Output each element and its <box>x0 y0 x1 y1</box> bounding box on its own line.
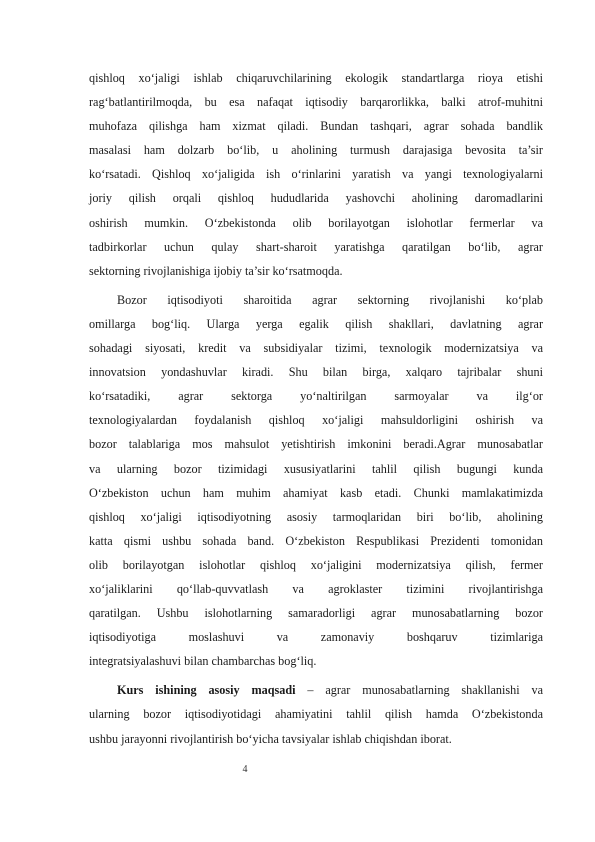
text-line: qishloq xo‘jaligi ishlab chiqaruvchilarining ekologik standartlarga rioya etishi <box>89 71 543 85</box>
text-line: va ularning bozor tizimidagi xususiyatlarini tahlil qilish bugungi kunda <box>89 461 543 476</box>
text-line: joriy qilish orqali qishloq hududlarida yashovchi aholining daromadlarini <box>89 191 543 206</box>
text-line: Bozor iqtisodiyoti sharoitida agrar sektorning rivojlanishi ko‘plab <box>117 292 543 307</box>
goal-text: – agrar munosabatlarning shakllanishi va <box>295 683 543 698</box>
text-line: rag‘batlantirilmoqda, bu esa nafaqat iqtisodiy barqarorlikka, balki atrof-muhitni <box>89 95 543 110</box>
text-line: ko‘rsatadi. Qishloq xo‘jaligida ish o‘rinlarini yaratish va yangi texnologiyalarni <box>89 167 543 182</box>
text-line: masalasi ham dolzarb bo‘lib, u aholining turmush darajasiga bevosita ta’sir <box>89 143 543 158</box>
text-line: qishloq xo‘jaligi iqtisodiyotning asosiy tarmoqlaridan biri bo‘lib, aholining <box>89 509 543 524</box>
text-line: tadbirkorlar uchun qulay shart-sharoit yaratishga qaratilgan bo‘lib, agrar <box>89 239 543 254</box>
text-line: iqtisodiyotiga moslashuvi va zamonaviy boshqaruv tizimlariga <box>89 630 543 645</box>
goal-heading: Kurs ishining asosiy maqsadi <box>117 683 296 698</box>
text-line: texnologiyalardan foydalanish qishloq xo‘jaligi mahsuldorligini oshirish va <box>89 413 543 428</box>
text-line: oshirish mumkin. O‘zbekistonda olib borilayotgan islohotlar fermerlar va <box>89 215 543 230</box>
paragraph-3 <box>89 678 543 750</box>
text-line: muhofaza qilishga ham xizmat qiladi. Bundan tashqari, agrar sohada bandlik <box>89 119 543 134</box>
text-line: ko‘rsatadiki, agrar sektorga yo‘naltirilgan sarmoyalar va ilg‘or <box>89 389 543 404</box>
text-line: olib borilayotgan islohotlar qishloq xo‘jaligini modernizatsiya qilish, fermer <box>89 557 543 572</box>
text-line: integratsiyalashuvi bilan chambarchas bog‘liq. <box>89 654 317 669</box>
document-body <box>89 66 543 751</box>
text-line: innovatsion yondashuvlar kiradi. Shu bilan birga, xalqaro tajribalar shuni <box>89 365 543 380</box>
text-line: sektorning rivojlanishiga ijobiy ta’sir ko‘rsatmoqda. <box>89 263 343 278</box>
text-line: omillarga bog‘liq. Ularga yerga egalik qilish shakllari, davlatning agrar <box>89 316 543 331</box>
text-line: katta qismi ushbu sohada band. O‘zbekiston Respublikasi Prezidenti tomonidan <box>89 533 543 548</box>
paragraph-1 <box>89 66 543 283</box>
text-line: sohadagi siyosati, kredit va subsidiyalar tizimi, texnologik modernizatsiya va <box>89 341 543 356</box>
text-line: ularning bozor iqtisodiyotidagi ahamiyatini tahlil qilish hamda O‘zbekistonda <box>89 707 543 722</box>
text-line: O‘zbekiston uchun ham muhim ahamiyat kasb etadi. Chunki mamlakatimizda <box>89 485 543 500</box>
paragraph-2 <box>89 288 543 674</box>
text-line: xo‘jaliklarini qo‘llab-quvvatlash va agroklaster tizimini rivojlantirishga <box>89 581 543 596</box>
text-line: bozor talablariga mos mahsulot yetishtirish imkonini beradi.Agrar munosabatlar <box>89 437 543 452</box>
text-line: qaratilgan. Ushbu islohotlarning samaradorligi agrar munosabatlarning bozor <box>89 606 543 621</box>
text-line <box>89 678 543 702</box>
text-line: ushbu jarayonni rivojlantirish bo‘yicha tavsiyalar ishlab chiqishdan iborat. <box>89 731 452 746</box>
page-number: 4 <box>242 764 248 775</box>
